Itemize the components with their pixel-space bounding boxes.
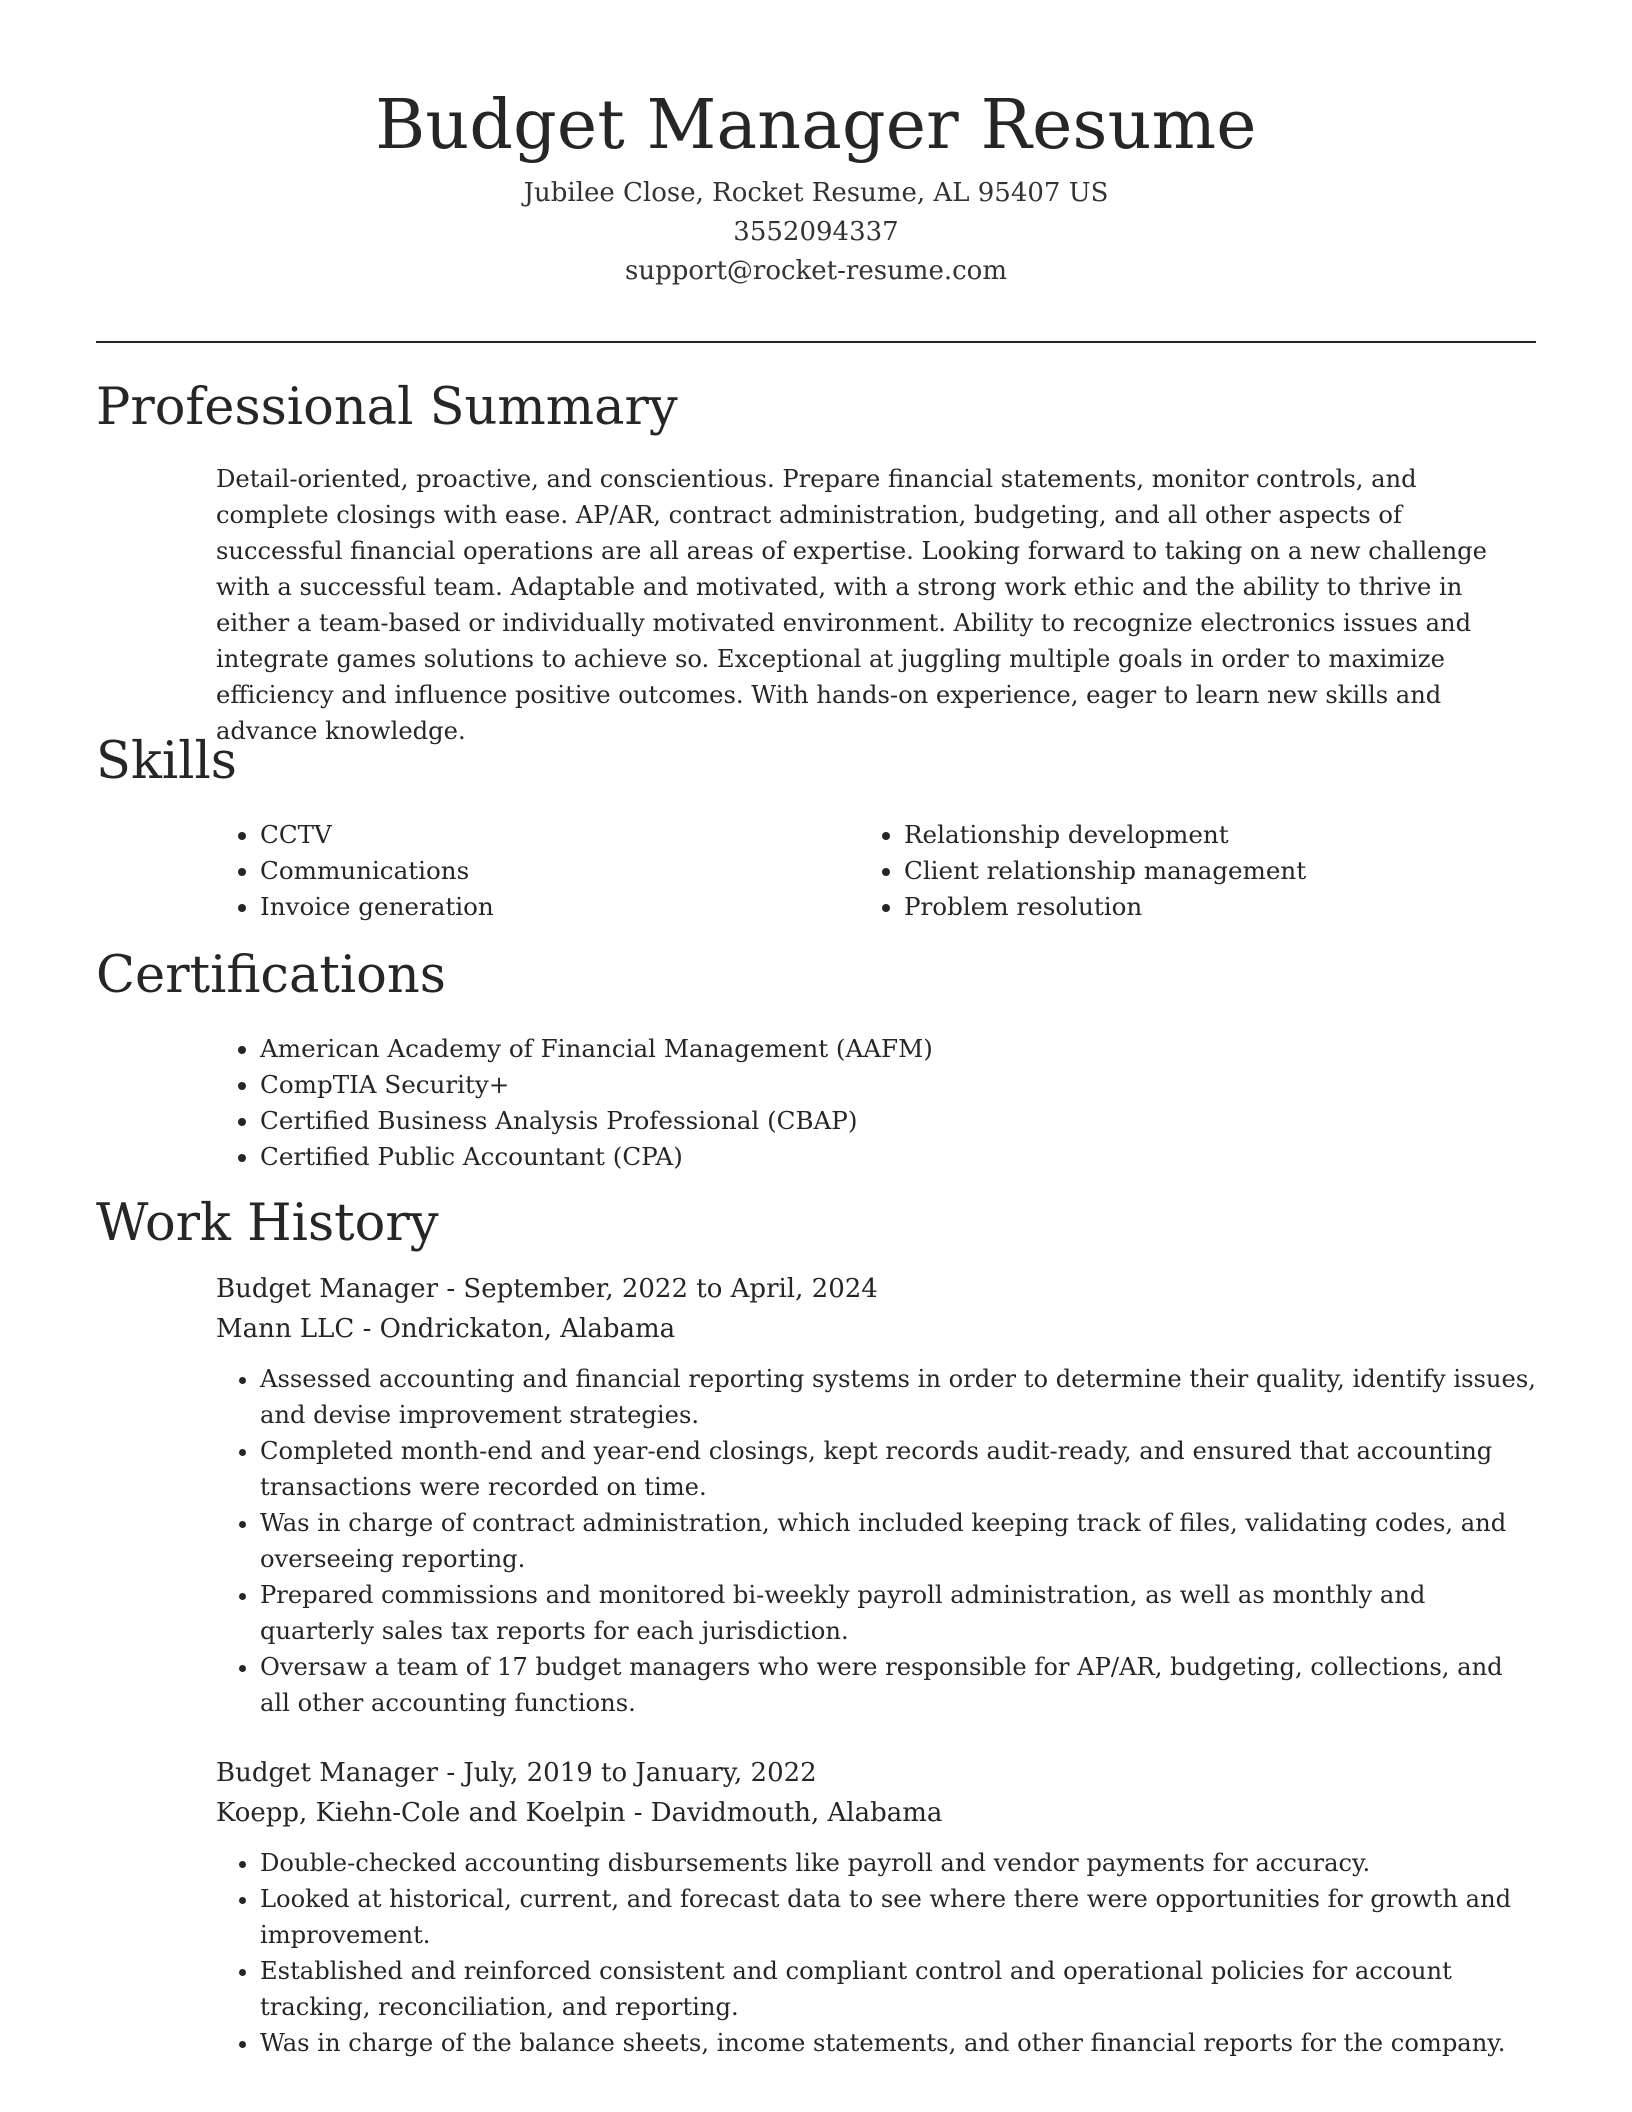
job-title-line: Budget Manager - July, 2019 to January, 2022 [216, 1758, 817, 1788]
section-heading-summary: Professional Summary [96, 378, 678, 437]
job-bullet: • Was in charge of contract administration, which included keeping track of files, validating codes, and overseeing reporting. [260, 1505, 1536, 1577]
skill-item: • Communications [260, 853, 816, 889]
certifications-list [216, 1031, 1536, 1175]
section-heading-work-history: Work History [96, 1194, 439, 1253]
job-bullets [216, 1845, 1536, 2061]
job-entry [216, 1753, 1536, 2061]
job-bullet: • Looked at historical, current, and forecast data to see where there were opportunities for growth and improvement. [260, 1881, 1536, 1953]
summary-text: Detail-oriented, proactive, and conscientious. Prepare financial statements, monitor controls, and complete closings with ease. AP/AR, contract administration, budgeting, and all other aspects of successful financial operations are all areas of expertise. Looking forward to taking on a new challenge with a successful team. Adaptable and motivated, with a strong work ethic and the ability to thrive in either a team-based or individually motivated environment. Ability to recognize electronics issues and integrate games solutions to achieve so. Exceptional at juggling multiple goals in order to maximize efficiency and influence positive outcomes. With hands-on experience, eager to learn new skills and advance knowledge. [216, 465, 1487, 745]
certification-item: • Certified Business Analysis Professional (CBAP) [260, 1103, 1536, 1139]
resume-title: Budget Manager Resume [375, 86, 1257, 165]
contact-address: Jubilee Close, Rocket Resume, AL 95407 US [523, 178, 1109, 208]
resume-header [0, 78, 1632, 291]
job-bullet: • Established and reinforced consistent and compliant control and operational policies for account tracking, reconciliation, and reporting. [260, 1953, 1536, 2025]
skills-list-left [216, 817, 816, 925]
job-bullet: • Completed month-end and year-end closings, kept records audit-ready, and ensured that accounting transactions were recorded on time. [260, 1433, 1536, 1505]
job-bullets [216, 1361, 1536, 1721]
skills-list-right [860, 817, 1460, 925]
job-bullet: • Oversaw a team of 17 budget managers who were responsible for AP/AR, budgeting, collections, and all other accounting functions. [260, 1649, 1536, 1721]
job-company-line: Koepp, Kiehn-Cole and Koelpin - Davidmouth, Alabama [216, 1798, 943, 1828]
skill-item: • CCTV [260, 817, 816, 853]
job-bullet: • Double-checked accounting disbursements like payroll and vendor payments for accuracy. [260, 1845, 1536, 1881]
job-entry [216, 1269, 1536, 1721]
header-divider [96, 341, 1536, 343]
skills-column-right [860, 817, 1460, 925]
job-bullet: • Assessed accounting and financial reporting systems in order to determine their quality, identify issues, and devise improvement strategies. [260, 1361, 1536, 1433]
contact-email: support@rocket-resume.com [624, 256, 1007, 286]
certification-item: • CompTIA Security+ [260, 1067, 1536, 1103]
skill-item: • Client relationship management [904, 853, 1460, 889]
job-company-line: Mann LLC - Ondrickaton, Alabama [216, 1314, 676, 1344]
skill-item: • Invoice generation [260, 889, 816, 925]
skills-column-left [216, 817, 816, 925]
section-heading-certifications: Certifications [96, 946, 446, 1005]
skill-item: • Relationship development [904, 817, 1460, 853]
job-title-line: Budget Manager - September, 2022 to April, 2024 [216, 1274, 878, 1304]
certifications-block [216, 1031, 1536, 1175]
skill-item: • Problem resolution [904, 889, 1460, 925]
job-bullet: • Was in charge of the balance sheets, income statements, and other financial reports for the company. [260, 2025, 1536, 2061]
job-bullet: • Prepared commissions and monitored bi-weekly payroll administration, as well as monthly and quarterly sales tax reports for each jurisdiction. [260, 1577, 1536, 1649]
section-heading-skills: Skills [96, 732, 237, 791]
certification-item: • Certified Public Accountant (CPA) [260, 1139, 1536, 1175]
certification-item: • American Academy of Financial Management (AAFM) [260, 1031, 1536, 1067]
contact-phone: 3552094337 [733, 217, 899, 247]
